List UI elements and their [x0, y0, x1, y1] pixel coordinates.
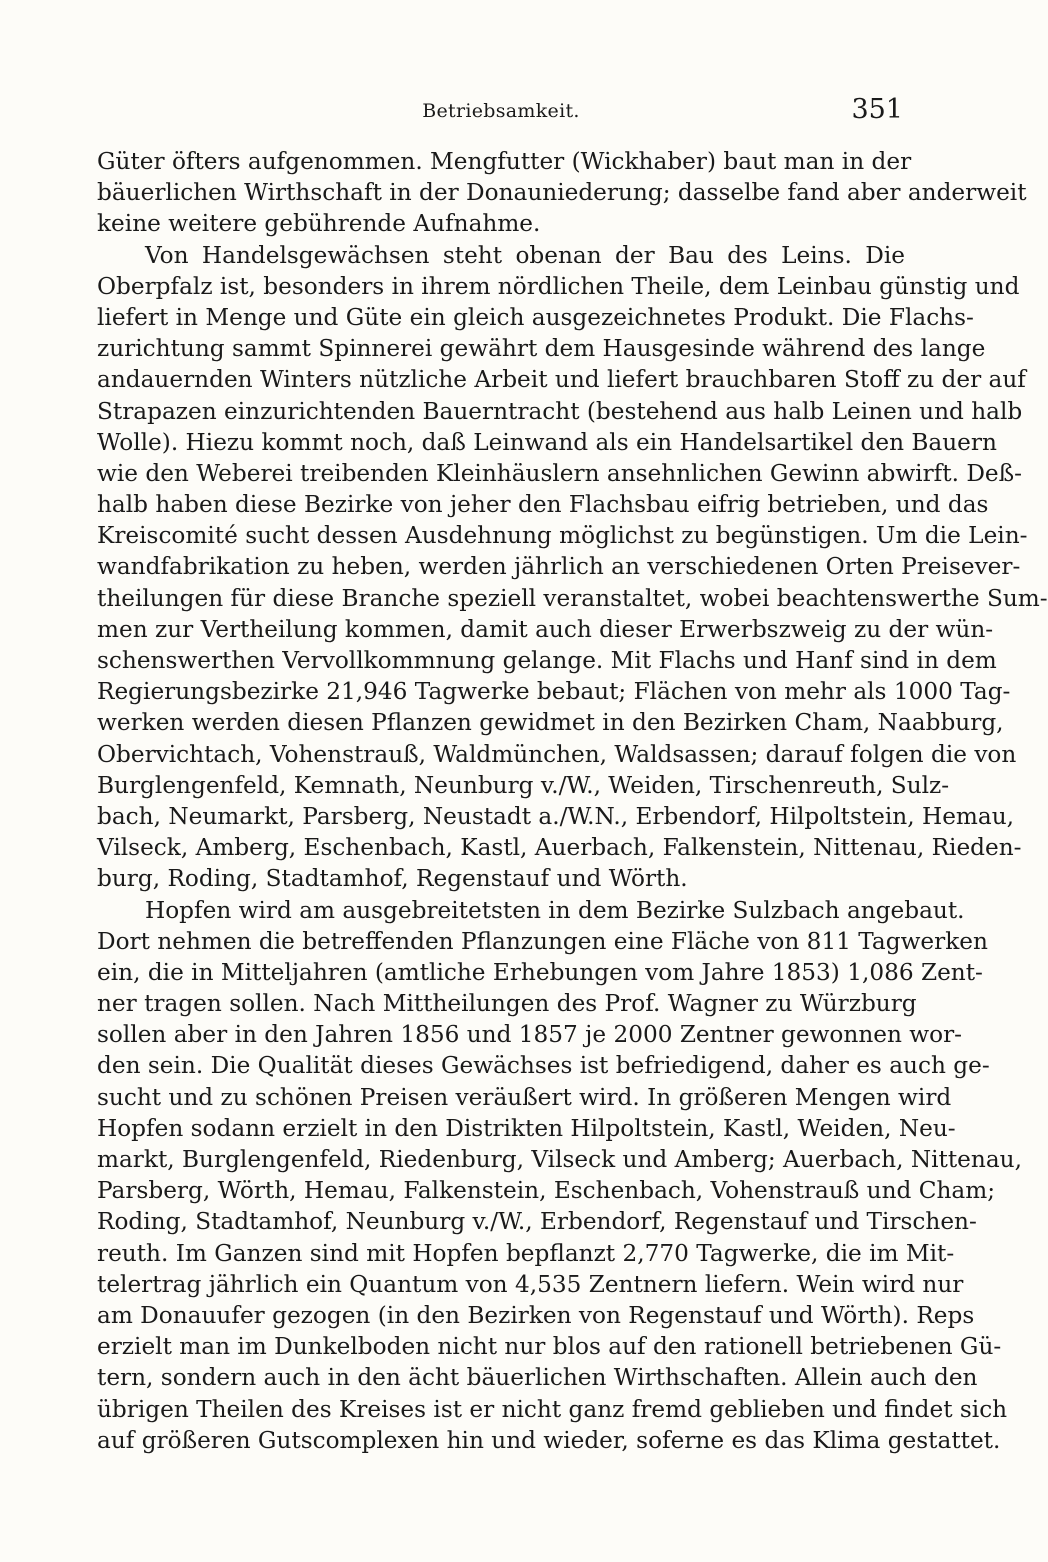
text-line: keine weitere gebührende Aufnahme.	[97, 210, 541, 238]
text-line: Hopfen wird am ausgebreitetsten in dem Bezirke Sulzbach angebaut.	[145, 896, 965, 924]
text-line: Von Handelsgewächsen steht obenan der Bau des Leins. Die	[145, 241, 905, 269]
text-line: ner tragen sollen. Nach Mittheilungen des Prof. Wagner zu Würzburg	[97, 990, 917, 1018]
text-line: wandfabrikation zu heben, werden jährlich an verschiedenen Orten Preisever-	[97, 553, 1021, 581]
text-line: telertrag jährlich ein Quantum von 4,535 Zentnern liefern. Wein wird nur	[97, 1270, 964, 1298]
text-line: Obervichtach, Vohenstrauß, Waldmünchen, Waldsassen; darauf folgen die von	[97, 740, 1017, 768]
text-line: markt, Burglengenfeld, Riedenburg, Vilseck und Amberg; Auerbach, Nittenau,	[97, 1146, 1022, 1173]
text-line: auf größeren Gutscomplexen hin und wieder, soferne es das Klima gestattet.	[97, 1426, 1001, 1454]
text-line: burg, Roding, Stadtamhof, Regenstauf und Wörth.	[97, 865, 688, 893]
text-line: reuth. Im Ganzen sind mit Hopfen bepflanzt 2,770 Tagwerke, die im Mit-	[97, 1239, 955, 1267]
text-line: ein, die in Mitteljahren (amtliche Erhebungen vom Jahre 1853) 1,086 Zent-	[97, 958, 983, 986]
text-line: übrigen Theilen des Kreises ist er nicht ganz fremd geblieben und findet sich	[97, 1395, 1008, 1423]
text-line: Wolle). Hiezu kommt noch, daß Leinwand als ein Handelsartikel den Bauern	[97, 428, 997, 456]
text-line: schenswerthen Vervollkommnung gelange. Mit Flachs und Hanf sind in dem	[97, 647, 997, 674]
text-line: am Donauufer gezogen (in den Bezirken von Regenstauf und Wörth). Reps	[97, 1301, 975, 1329]
running-head	[97, 92, 905, 132]
page-number: 351	[851, 94, 903, 125]
text-line: wie den Weberei treibenden Kleinhäuslern ansehnlichen Gewinn abwirft. Deß-	[97, 459, 1022, 487]
text-line: Strapazen einzurichtenden Bauerntracht (bestehend aus halb Leinen und halb	[97, 397, 1023, 425]
body-text	[97, 146, 1048, 1456]
text-line: bach, Neumarkt, Parsberg, Neustadt a./W.N., Erbendorf, Hilpoltstein, Hemau,	[97, 802, 1015, 830]
text-line: Roding, Stadtamhof, Neunburg v./W., Erbendorf, Regenstauf und Tirschen-	[97, 1208, 977, 1236]
text-line: bäuerlichen Wirthschaft in der Donauniederung; dasselbe fand aber anderweit	[97, 179, 1027, 207]
text-line: Vilseck, Amberg, Eschenbach, Kastl, Auerbach, Falkenstein, Nittenau, Rieden-	[97, 834, 1022, 862]
text-line: zurichtung sammt Spinnerei gewährt dem Hausgesinde während des lange	[97, 335, 986, 363]
text-line: Parsberg, Wörth, Hemau, Falkenstein, Eschenbach, Vohenstrauß und Cham;	[97, 1177, 996, 1205]
text-line: Hopfen sodann erzielt in den Distrikten Hilpoltstein, Kastl, Weiden, Neu-	[97, 1114, 956, 1142]
text-line: theilungen für diese Branche speziell veranstaltet, wobei beachtenswerthe Sum-	[97, 584, 1048, 612]
text-line: tern, sondern auch in den ächt bäuerlichen Wirthschaften. Allein auch den	[97, 1364, 978, 1392]
text-line: Regierungsbezirke 21,946 Tagwerke bebaut; Flächen von mehr als 1000 Tag-	[97, 678, 1011, 706]
text-line: Kreiscomité sucht dessen Ausdehnung möglichst zu begünstigen. Um die Lein-	[97, 522, 1028, 550]
text-line: Oberpfalz ist, besonders in ihrem nördlichen Theile, dem Leinbau günstig und	[97, 272, 1020, 300]
text-line: Burglengenfeld, Kemnath, Neunburg v./W., Weiden, Tirschenreuth, Sulz-	[97, 771, 950, 799]
text-line: werken werden diesen Pflanzen gewidmet in den Bezirken Cham, Naabburg,	[97, 709, 1004, 737]
book-page	[97, 92, 1048, 1456]
text-line: den sein. Die Qualität dieses Gewächses ist befriedigend, daher es auch ge-	[97, 1052, 990, 1080]
text-line: andauernden Winters nützliche Arbeit und liefert brauchbaren Stoff zu der auf	[97, 366, 1026, 394]
text-line: Dort nehmen die betreffenden Pflanzungen eine Fläche von 811 Tagwerken	[97, 927, 988, 955]
text-line: erzielt man im Dunkelboden nicht nur blos auf den rationell betriebenen Gü-	[97, 1333, 1002, 1361]
text-line: sollen aber in den Jahren 1856 und 1857 je 2000 Zentner gewonnen wor-	[97, 1021, 963, 1049]
running-title: Betriebsamkeit.	[422, 100, 580, 122]
text-line: sucht und zu schönen Preisen veräußert wird. In größeren Mengen wird	[97, 1083, 952, 1111]
text-line: Güter öfters aufgenommen. Mengfutter (Wickhaber) baut man in der	[97, 148, 912, 175]
text-line: liefert in Menge und Güte ein gleich ausgezeichnetes Produkt. Die Flachs-	[97, 303, 974, 331]
text-line: halb haben diese Bezirke von jeher den Flachsbau eifrig betrieben, und das	[97, 491, 989, 519]
text-line: men zur Vertheilung kommen, damit auch dieser Erwerbszweig zu der wün-	[97, 615, 994, 643]
